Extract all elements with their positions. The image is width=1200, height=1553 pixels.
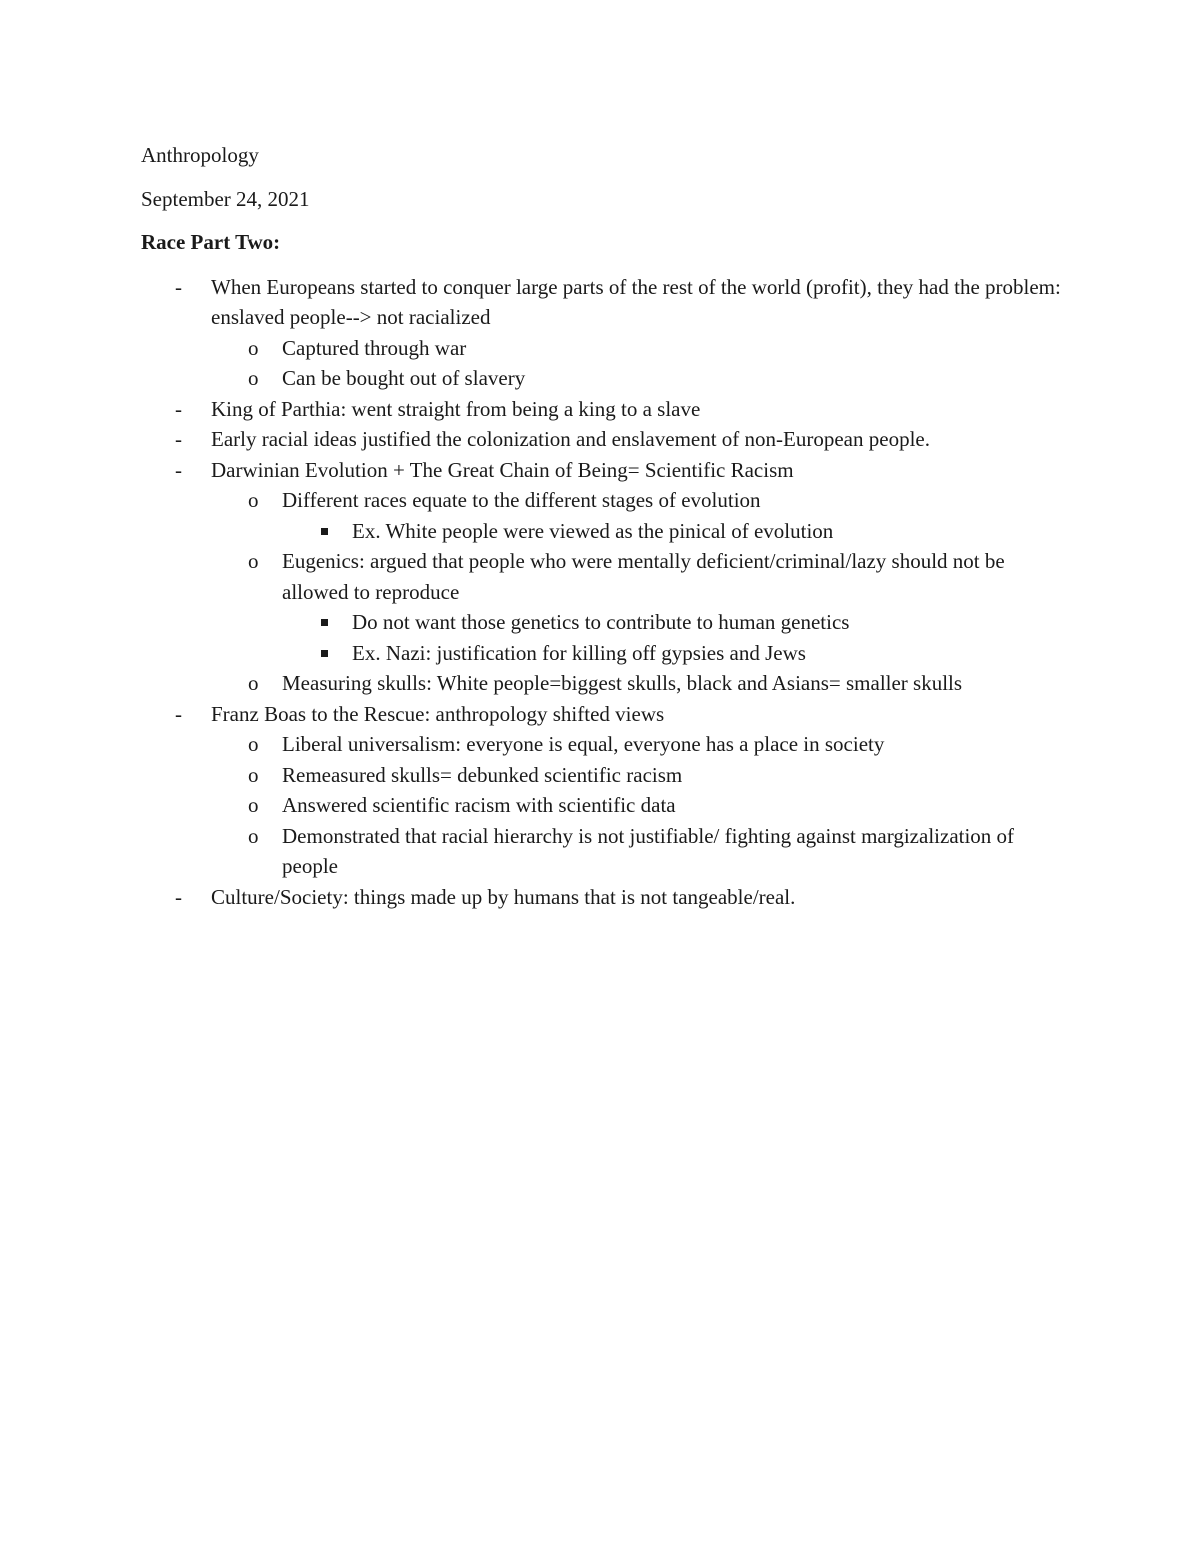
note-item-text: Can be bought out of slavery	[282, 366, 526, 390]
note-item-level-2	[141, 333, 1071, 364]
dash-bullet-icon: -	[175, 427, 182, 451]
note-item-level-1	[141, 424, 1071, 455]
note-item-text: When Europeans started to conquer large parts of the rest of the world (profit), they had the problem: enslaved people--> not racialized	[211, 274, 1061, 329]
note-item-level-1	[141, 699, 1071, 730]
note-item-level-1	[141, 455, 1071, 486]
note-item-level-2	[141, 821, 1071, 882]
note-item-level-1	[141, 394, 1071, 425]
note-item-level-3	[141, 516, 1071, 547]
document-subject: Anthropology	[141, 143, 259, 167]
square-bullet-icon	[321, 619, 328, 626]
circle-bullet-icon: o	[248, 823, 259, 848]
note-item-text: Ex. White people were viewed as the pinical of evolution	[352, 518, 834, 543]
circle-bullet-icon: o	[248, 732, 259, 756]
circle-bullet-icon: o	[248, 549, 259, 573]
square-bullet-icon	[321, 528, 328, 535]
note-item-text: Remeasured skulls= debunked scientific racism	[282, 762, 683, 787]
dash-bullet-icon: -	[175, 701, 182, 726]
note-item-text: Do not want those genetics to contribute to human genetics	[352, 610, 850, 634]
dash-bullet-icon: -	[175, 884, 182, 909]
note-item-level-2	[141, 729, 1071, 760]
circle-bullet-icon: o	[248, 762, 259, 787]
note-item-level-2	[141, 546, 1071, 607]
note-item-text: Answered scientific racism with scientific data	[282, 793, 676, 817]
note-item-text: Culture/Society: things made up by humans that is not tangeable/real.	[211, 884, 796, 909]
note-item-text: Liberal universalism: everyone is equal, everyone has a place in society	[282, 732, 885, 756]
note-item-text: Captured through war	[282, 335, 467, 360]
document-date: September 24, 2021	[141, 186, 310, 211]
circle-bullet-icon: o	[248, 335, 259, 360]
note-item-level-3	[141, 607, 1071, 638]
note-item-text: Early racial ideas justified the colonization and enslavement of non-European people.	[211, 427, 930, 451]
circle-bullet-icon: o	[248, 671, 259, 695]
circle-bullet-icon: o	[248, 793, 259, 817]
note-item-level-2	[141, 485, 1071, 516]
note-item-level-1	[141, 882, 1071, 913]
dash-bullet-icon: -	[175, 457, 182, 482]
note-item-text: Ex. Nazi: justification for killing off gypsies and Jews	[352, 640, 806, 665]
note-item-text: Darwinian Evolution + The Great Chain of Being= Scientific Racism	[211, 457, 794, 482]
dash-bullet-icon: -	[175, 274, 182, 299]
circle-bullet-icon: o	[248, 366, 259, 390]
note-item-text: King of Parthia: went straight from being a king to a slave	[211, 396, 701, 421]
note-item-text: Different races equate to the different stages of evolution	[282, 488, 761, 512]
note-item-text: Measuring skulls: White people=biggest skulls, black and Asians= smaller skulls	[282, 671, 963, 695]
document-heading: Race Part Two:	[141, 230, 281, 254]
note-item-text: Franz Boas to the Rescue: anthropology shifted views	[211, 701, 665, 726]
note-item-text: Eugenics: argued that people who were mentally deficient/criminal/lazy should not be allowed to reproduce	[282, 549, 1005, 604]
note-item-level-3	[141, 638, 1071, 669]
note-item-level-1	[141, 272, 1071, 333]
note-item-level-2	[141, 363, 1071, 394]
square-bullet-icon	[321, 650, 328, 657]
document-page	[141, 140, 1071, 912]
note-item-level-2	[141, 668, 1071, 699]
notes-list	[141, 272, 1071, 913]
dash-bullet-icon: -	[175, 396, 182, 421]
circle-bullet-icon: o	[248, 488, 259, 512]
note-item-level-2	[141, 760, 1071, 791]
note-item-text: Demonstrated that racial hierarchy is not justifiable/ fighting against margizalization of people	[282, 823, 1015, 878]
note-item-level-2	[141, 790, 1071, 821]
